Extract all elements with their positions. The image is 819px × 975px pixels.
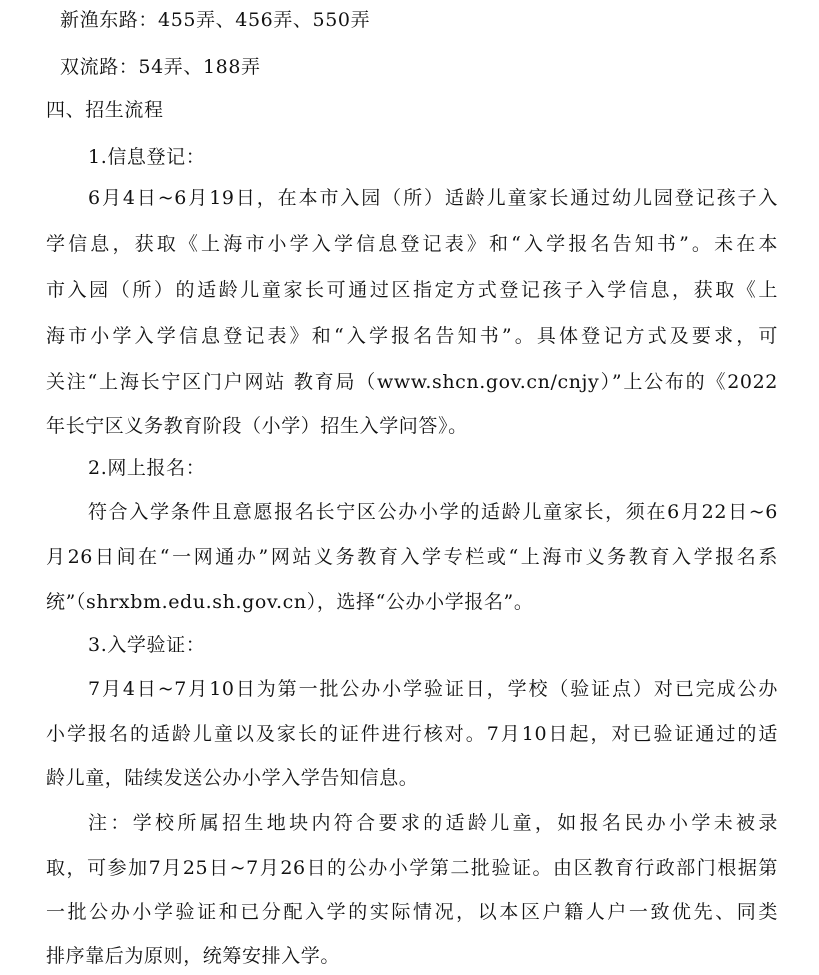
step2-line: 统”（shrxbm.edu.sh.gov.cn），选择“公办小学报名”。 [46, 591, 534, 613]
step1-line: 关注“上海长宁区门户网站 教育局（www.shcn.gov.cn/cnjy）”上公布的《2022 [46, 371, 778, 393]
note-line: 一批公办小学验证和已分配入学的实际情况，以本区户籍人户一致优先、同类 [46, 901, 778, 923]
step2-line: 符合入学条件且意愿报名长宁区公办小学的适龄儿童家长，须在6月22日~6 [88, 501, 778, 523]
note-line: 排序靠后为原则，统筹安排入学。 [46, 945, 341, 967]
address-line-shuangliu-road: 双流路：54弄、188弄 [60, 56, 261, 78]
step1-line: 海市小学入学信息登记表》和“入学报名告知书”。具体登记方式及要求，可 [46, 325, 778, 347]
step3-line: 7月4日~7月10日为第一批公办小学验证日，学校（验证点）对已完成公办 [88, 678, 778, 700]
step1-title: 1.信息登记： [88, 146, 206, 168]
step1-line: 6月4日~6月19日，在本市入园（所）适龄儿童家长通过幼儿园登记孩子入 [88, 187, 778, 209]
step3-title: 3.入学验证： [88, 634, 206, 656]
section-heading: 四、招生流程 [46, 99, 164, 121]
address-line-xinyu-east-road: 新渔东路：455弄、456弄、550弄 [60, 9, 371, 31]
note-line: 取，可参加7月25日~7月26日的公办小学第二批验证。由区教育行政部门根据第 [46, 857, 778, 879]
step3-line: 小学报名的适龄儿童以及家长的证件进行核对。7月10日起，对已验证通过的适 [46, 723, 778, 745]
note-line: 注：学校所属招生地块内符合要求的适龄儿童，如报名民办小学未被录 [88, 812, 778, 834]
step2-title: 2.网上报名： [88, 457, 206, 479]
step1-line: 学信息，获取《上海市小学入学信息登记表》和“入学报名告知书”。未在本 [46, 233, 778, 255]
step1-line: 市入园（所）的适龄儿童家长可通过区指定方式登记孩子入学信息，获取《上 [46, 279, 778, 301]
step1-line: 年长宁区义务教育阶段（小学）招生入学问答》。 [46, 415, 468, 437]
step2-line: 月26日间在“一网通办”网站义务教育入学专栏或“上海市义务教育入学报名系 [46, 546, 778, 568]
step3-line: 龄儿童，陆续发送公办小学入学告知信息。 [46, 767, 419, 789]
